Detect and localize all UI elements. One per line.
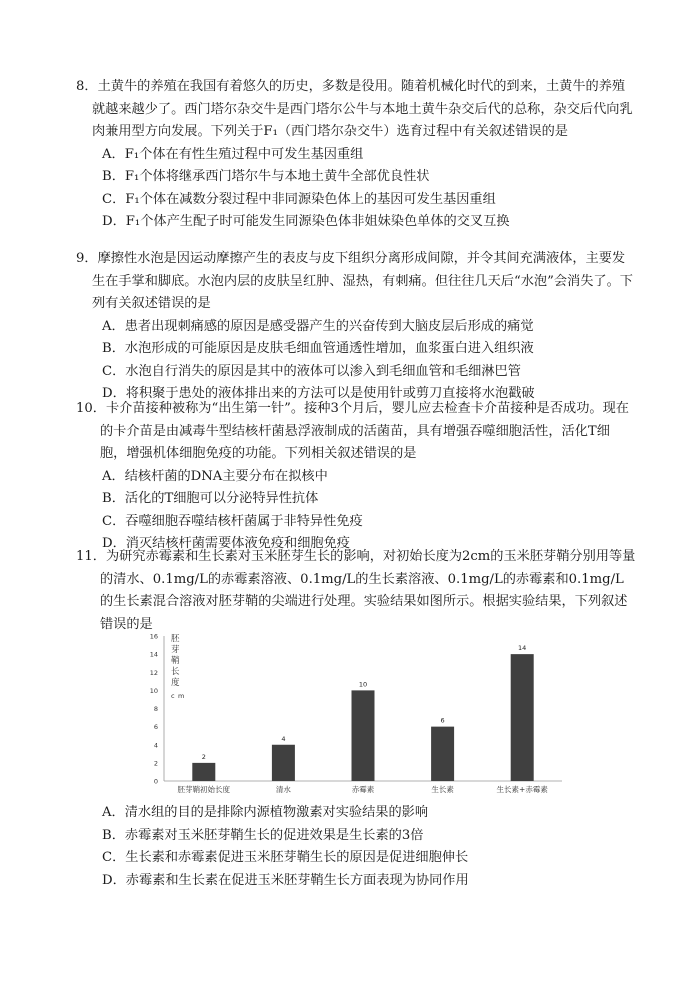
bar-value-label: 6 xyxy=(440,716,445,725)
question-stem xyxy=(76,546,636,636)
question-text: 土黄牛的养殖在我国有着悠久的历史，多数是役用。随着机械化时代的到来，土黄牛的养殖就越来越少了。西门塔尔杂交牛是西门塔尔公牛与本地土黄牛杂交后代的总称，杂交后代向乳肉兼用型方向发展。下列关于F₁（西门塔尔杂交牛）选育过程中有关叙述错误的是 xyxy=(92,79,633,139)
y-tick-label: 16 xyxy=(149,632,158,641)
chart-svg xyxy=(142,628,572,803)
x-tick-label: 清水 xyxy=(275,785,291,794)
question-number: 8． xyxy=(76,79,98,94)
y-tick-label: 4 xyxy=(153,741,158,750)
question-text: 摩擦性水泡是因运动摩擦产生的表皮与皮下组织分离形成间隙，并令其间充满液体，主要发生在手掌和脚底。水泡内层的皮肤呈红肿、湿热，有刺痛。但往往几天后“水泡”会消失了。下列有关叙述错误的是 xyxy=(92,251,633,311)
y-tick-label: 12 xyxy=(149,668,158,677)
bar xyxy=(192,763,215,781)
question-stem xyxy=(76,76,636,144)
x-tick-label: 生长素 xyxy=(431,785,454,794)
option-c: C．吞噬细胞吞噬结核杆菌属于非特异性免疫 xyxy=(102,513,363,529)
y-tick-label: 6 xyxy=(153,723,158,732)
question-stem xyxy=(76,398,636,466)
question-11-options xyxy=(76,802,636,892)
bar-value-label: 4 xyxy=(281,734,286,743)
question-text: 卡介苗接种被称为“出生第一针”。接种3个月后，婴儿应去检查卡介苗接种是否成功。现在的卡介苗是由减毒牛型结核杆菌悬浮液制成的活菌苗，具有增强吞噬细胞活性，活化T细胞，增强机体细胞免疫的功能。下列相关叙述错误的是 xyxy=(100,401,629,461)
option-b: B．赤霉素对玉米胚芽鞘生长的促进效果是生长素的3倍 xyxy=(102,827,424,843)
option-b: B．水泡形成的可能原因是皮肤毛细血管通透性增加，血浆蛋白进入组织液 xyxy=(102,341,534,356)
option-a: A．F₁个体在有性生殖过程中可发生基因重组 xyxy=(102,146,364,162)
option-a: A．清水组的目的是排除内源植物激素对实验结果的影响 xyxy=(102,805,429,820)
x-tick-label: 赤霉素 xyxy=(351,785,375,794)
y-tick-label: 8 xyxy=(153,705,158,713)
bar xyxy=(272,745,295,781)
question-8 xyxy=(76,76,636,234)
y-tick-label: 0 xyxy=(153,777,158,786)
bar-value-label: 2 xyxy=(201,752,206,761)
question-number: 9． xyxy=(76,251,98,266)
bar-chart xyxy=(142,628,572,803)
question-11 xyxy=(76,546,636,636)
question-stem xyxy=(76,248,636,316)
question-number: 10． xyxy=(76,401,106,416)
question-number: 11． xyxy=(76,549,106,564)
question-9 xyxy=(76,248,636,406)
x-tick-label: 生长素+赤霉素 xyxy=(496,785,548,794)
y-axis-label: 胚芽鞘长度 c m xyxy=(171,634,185,700)
option-b: B．F₁个体将继承西门塔尔牛与本地土黄牛全部优良性状 xyxy=(102,169,430,184)
option-c: C．F₁个体在减数分裂过程中非同源染色体上的基因可发生基因重组 xyxy=(102,191,496,207)
x-tick-label: 胚芽鞘初始长度 xyxy=(177,785,231,794)
y-tick-label: 10 xyxy=(149,686,158,695)
option-d: D．将积聚于患处的液体排出来的方法可以是使用针或剪刀直接将水泡戳破 xyxy=(102,386,535,401)
bar xyxy=(431,727,454,781)
question-text: 为研究赤霉素和生长素对玉米胚芽生长的影响，对初始长度为2cm的玉米胚芽鞘分别用等量的清水、0.1mg/L的赤霉素溶液、0.1mg/L的生长素溶液、0.1mg/L的赤霉素和0.1mg/L的生长素混合溶液对胚芽鞘的尖端进行处理。实验结果如图所示。根据实验结果，下列叙述错误的是 xyxy=(100,549,636,632)
y-tick-label: 14 xyxy=(149,650,158,659)
y-tick-label: 2 xyxy=(153,759,158,768)
bar xyxy=(352,690,375,781)
option-b: B．活化的T细胞可以分泌特异性抗体 xyxy=(102,491,319,506)
option-a: A．结核杆菌的DNA主要分布在拟核中 xyxy=(102,468,328,484)
option-d: D．F₁个体产生配子时可能发生同源染色体非姐妹染色单体的交叉互换 xyxy=(102,214,510,229)
bar-value-label: 14 xyxy=(518,644,527,653)
question-10 xyxy=(76,398,636,556)
option-c: C．生长素和赤霉素促进玉米胚芽鞘生长的原因是促进细胞伸长 xyxy=(102,850,469,865)
option-d: D．消灭结核杆菌需要体液免疫和细胞免疫 xyxy=(102,536,350,551)
option-c: C．水泡自行消失的原因是其中的液体可以渗入到毛细血管和毛细淋巴管 xyxy=(102,363,521,379)
option-d: D．赤霉素和生长素在促进玉米胚芽鞘生长方面表现为协同作用 xyxy=(102,872,469,888)
option-a: A．患者出现刺痛感的原因是感受器产生的兴奋传到大脑皮层后形成的痛觉 xyxy=(102,318,534,334)
bar-value-label: 10 xyxy=(358,680,368,689)
bar xyxy=(511,654,534,781)
